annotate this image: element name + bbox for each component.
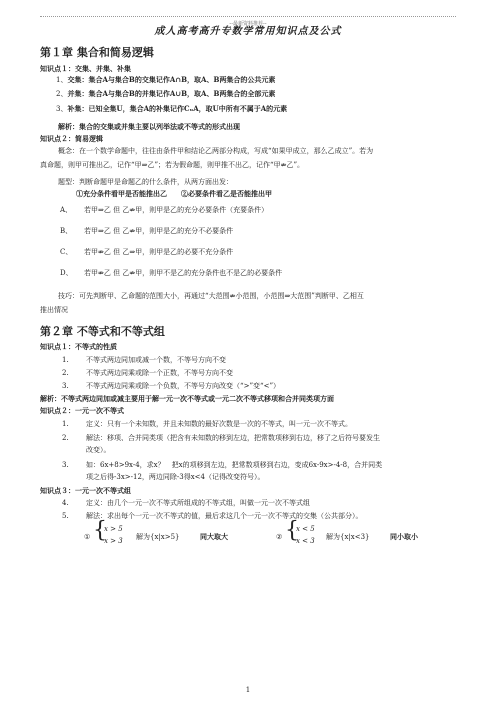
ch1-tip-line-2: 推出情况: [40, 306, 68, 314]
ch1-tip-line-1: 技巧：可先判断甲、乙命题的范围大小，再通过“大范围⇏小范围，小范围⇒大范围”判断甲、乙相互: [58, 292, 364, 300]
ch2-knowledge-point-2: 知识点２：一元一次不等式: [40, 407, 124, 415]
page-header: [40, 6, 456, 27]
ch1-line-intersection: 1、交集：集合A与集合B的交集记作A∩B，取A、B两集合的公共元素: [56, 75, 276, 84]
chapter-2-heading: 第２章 不等式和不等式组: [40, 325, 165, 338]
ch1-option-b: B、 若甲⇒乙 但 乙⇏甲，则甲是乙的充分不必要条件: [60, 227, 234, 235]
ch1-option-a: A、 若甲⇒乙 但 乙⇏甲，则甲是乙的充分必要条件（充要条件）: [60, 206, 269, 214]
document-title: 成人高考高升专数学常用知识点及公式: [154, 26, 342, 37]
ch2-system-method: 5. 解法：求出每个一元一次不等式的值，最后求这几个一元一次不等式的交集（公共部分）。: [62, 512, 363, 520]
ch2-knowledge-point-1: 知识点１：不等式的性质: [40, 343, 117, 351]
header-text: --最新资料推荐--: [225, 21, 270, 27]
brace-icon: {: [93, 518, 107, 543]
ch1-line-complement: 3、补集：已知全集U，集合A的补集记作CᵤA，取U中所有不属于A的元素: [56, 104, 288, 113]
ch2-example-3: 3. 如：6x+8>9x-4，求x？ 把x的项移到左边，把常数项移到右边，变成6x-9x>-4-8，合并同类: [62, 461, 383, 469]
ch2-example-3-cont: 项之后得-3x>-12，两边同除-3得x<4（记得改变符号）。: [86, 473, 265, 481]
ch1-question-conditions: ①充分条件看甲是否能推出乙 ②必要条件看乙是否能推出甲: [76, 189, 272, 198]
ch1-concept-line-2: 真命题，则甲可推出乙，记作“甲⇒乙”；若为假命题，则甲推不出乙，记作“甲⇏乙”。: [40, 161, 305, 169]
ch2-property-2: 2. 不等式两边同乘或除一个正数，不等号方向不变: [62, 369, 233, 377]
ch2-analysis: 解析：不等式两边同加或减主要用于解一元一次不等式或一元二次不等式移项和合并同类项方面: [40, 394, 334, 403]
ch2-property-1: 1. 不等式两边同加或减一个数，不等号方向不变: [62, 356, 226, 364]
ch1-option-c: C、 若甲⇏乙 但 乙⇒甲，则甲是乙的必要不充分条件: [60, 248, 234, 256]
ch2-system-definition: 4. 定义：由几个一元一次不等式所组成的不等式组，叫做一元一次不等式组: [62, 499, 310, 507]
ch1-option-d: D、 若甲⇏乙 但 乙⇏甲，则甲不是乙的充分条件也不是乙的必要条件: [60, 269, 283, 277]
ch1-concept-line-1: 概念：在一个数学命题中，往往由条件甲和结论乙两部分构成，写成“如果甲成立，那么乙成立”。若为: [58, 147, 374, 155]
ch2-method-2-cont: 改变）。: [86, 446, 111, 454]
brace-icon: {: [285, 518, 299, 543]
inequality-system-1: ① { x > 5 x > 3 解为{x|x>5} 同大取大: [84, 518, 228, 545]
ch1-question-type: 题型：判断命题甲是命题乙的什么条件，从两方面出发：: [58, 178, 233, 186]
chapter-1-heading: 第１章 集合和简易逻辑: [40, 46, 154, 59]
ch1-knowledge-point-1: 知识点１：交集、并集、补集: [40, 65, 131, 73]
page-number: 1: [245, 686, 251, 694]
ch1-line-union: 2、并集：集合A与集合B的并集记作A∪B，取A、B两集合的全部元素: [56, 89, 276, 98]
inequality-system-2: ② { x < 5 x < 3 解为{x|x<3} 同小取小: [276, 518, 418, 545]
ch1-analysis: 解析：集合的交集或并集主要以列举法或不等式的形式出现: [58, 122, 240, 131]
ch2-property-3: 3. 不等式两边同乘或除一个负数，不等号方向改变（“>”变“<”）: [62, 382, 281, 390]
ch2-knowledge-point-3: 知识点３：一元一次不等式组: [40, 487, 131, 495]
ch2-method-2: 2. 解法：移项、合并同类项（把含有未知数的移到左边，把常数项移到右边，移了之后符号要发生: [62, 434, 380, 442]
ch1-knowledge-point-2: 知识点２：简易逻辑: [40, 135, 103, 143]
ch2-definition-1: 1. 定义：只有一个未知数，并且未知数的最好次数是一次的不等式，叫一元一次不等式。: [62, 420, 352, 428]
